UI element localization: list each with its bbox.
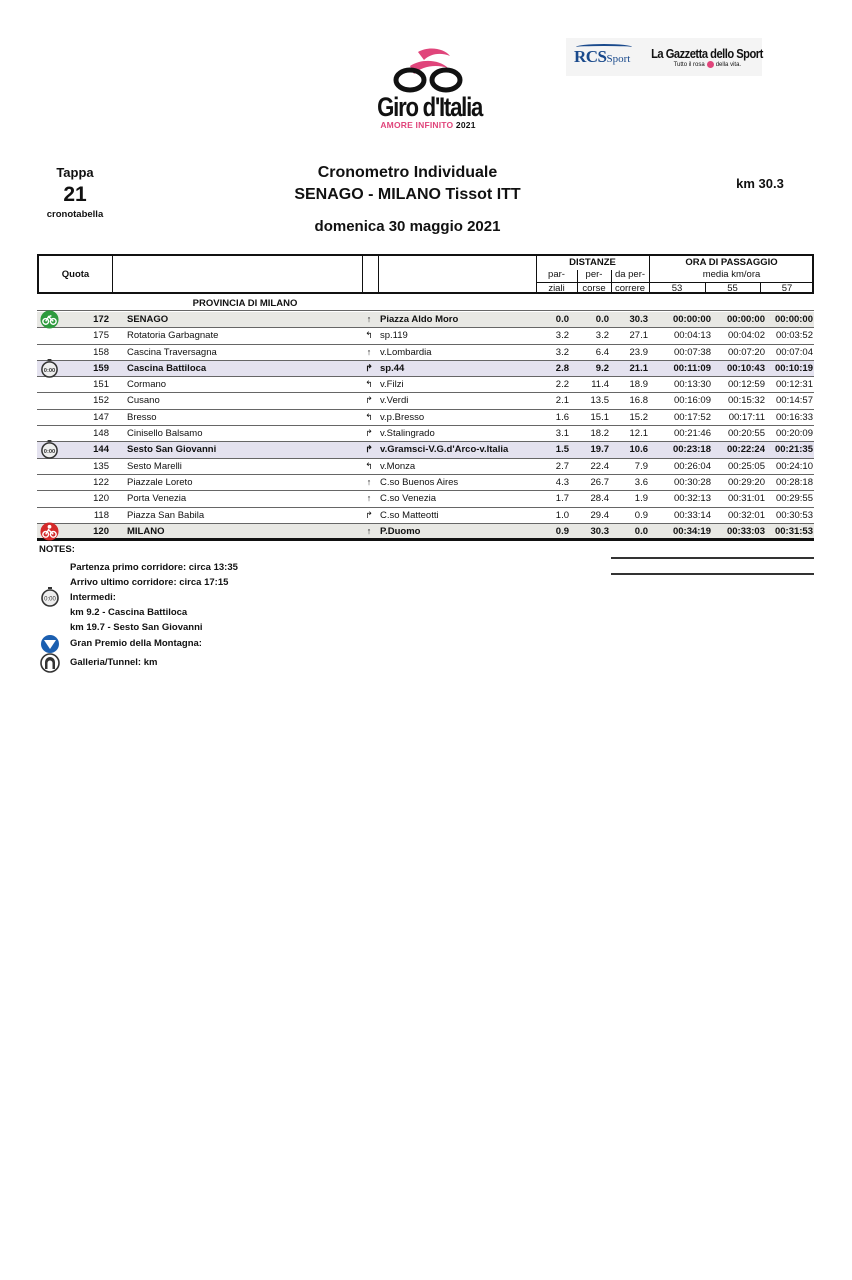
percorse-cell: 26.7 — [590, 476, 609, 488]
parziali-cell: 1.5 — [555, 444, 569, 456]
time-55-cell: 00:15:32 — [728, 395, 765, 407]
altitude-cell: 172 — [93, 314, 109, 325]
col-speed-53: 53 — [671, 283, 683, 294]
time-57-cell: 00:29:55 — [776, 493, 813, 505]
altitude-cell: 135 — [93, 460, 109, 472]
time-55-cell: 00:17:11 — [728, 411, 765, 423]
stopwatch-icon — [39, 587, 61, 607]
percorse-cell: 29.4 — [590, 509, 609, 521]
col-media: media km/ora — [702, 269, 761, 280]
location-cell: Cinisello Balsamo — [127, 428, 203, 440]
col-quota: Quota — [61, 269, 90, 280]
direction-arrow-icon: ↑ — [366, 476, 372, 487]
time-57-cell: 00:30:53 — [776, 509, 813, 521]
table-row — [37, 524, 814, 542]
time-55-cell: 00:20:55 — [728, 428, 765, 440]
cyclist-logo-icon — [388, 46, 468, 94]
table-row — [37, 508, 814, 524]
direction-arrow-icon: ↰ — [365, 379, 373, 390]
location-cell: Porta Venezia — [127, 493, 187, 505]
notes-title: NOTES: — [39, 544, 75, 555]
stage-date: domenica 30 maggio 2021 — [314, 218, 501, 235]
altitude-cell: 175 — [93, 330, 109, 342]
percorse-cell: 11.4 — [591, 379, 609, 391]
note-tunnel: Galleria/Tunnel: km — [70, 657, 158, 668]
altitude-cell: 159 — [93, 362, 109, 374]
stage-route-title: SENAGO - MILANO Tissot ITT — [294, 186, 521, 203]
parziali-cell: 3.2 — [555, 346, 569, 358]
direction-arrow-icon: ↱ — [365, 362, 373, 373]
parziali-cell: 3.2 — [555, 330, 569, 342]
svg-text:0:00: 0:00 — [44, 596, 56, 603]
giro-wordmark: Giro d'Italia — [377, 92, 483, 122]
percorse-cell: 3.2 — [595, 330, 609, 342]
time-57-cell: 00:21:35 — [774, 444, 813, 456]
altitude-cell: 122 — [93, 476, 109, 488]
parziali-cell: 2.8 — [555, 362, 569, 374]
percorse-cell: 28.4 — [590, 493, 609, 505]
time-57-cell: 00:31:53 — [774, 525, 813, 537]
col-percorse-top: per- — [585, 269, 603, 280]
location-cell: Cusano — [127, 395, 160, 407]
road-cell: sp.119 — [380, 330, 408, 342]
location-cell: Cascina Traversagna — [127, 346, 217, 358]
note-partenza: Partenza primo corridore: circa 13:35 — [70, 562, 238, 573]
direction-arrow-icon: ↱ — [365, 509, 373, 520]
time-57-cell: 00:12:31 — [776, 379, 813, 391]
da-percorrere-cell: 7.9 — [634, 460, 648, 472]
svg-text:0:00: 0:00 — [43, 449, 56, 456]
location-cell: Sesto San Giovanni — [127, 444, 217, 456]
da-percorrere-cell: 21.1 — [629, 362, 648, 374]
altitude-cell: 152 — [93, 395, 109, 407]
col-speed-55: 55 — [727, 283, 738, 294]
time-57-cell: 00:24:10 — [776, 460, 813, 472]
da-percorrere-cell: 3.6 — [634, 476, 648, 488]
direction-arrow-icon: ↰ — [365, 460, 373, 471]
time-53-cell: 00:07:38 — [674, 346, 711, 358]
time-53-cell: 00:21:46 — [674, 428, 711, 440]
stage-number: 21 — [63, 183, 87, 206]
road-cell: v.Lombardia — [380, 346, 432, 358]
location-cell: Piazza San Babila — [127, 509, 205, 521]
parziali-cell: 1.0 — [555, 509, 569, 521]
da-percorrere-cell: 23.9 — [629, 346, 648, 358]
road-cell: v.Monza — [380, 460, 416, 472]
da-percorrere-cell: 16.8 — [629, 395, 648, 407]
road-cell: v.Verdi — [380, 395, 409, 407]
percorse-cell: 6.4 — [595, 346, 609, 358]
direction-arrow-icon: ↰ — [365, 330, 373, 341]
percorse-cell: 9.2 — [595, 362, 609, 374]
table-row — [37, 361, 814, 377]
table-header — [37, 254, 814, 294]
time-53-cell: 00:04:13 — [674, 330, 711, 342]
parziali-cell: 1.6 — [555, 411, 569, 423]
road-cell: v.Gramsci-V.G.d'Arco-v.Italia — [380, 444, 509, 456]
road-cell: sp.44 — [380, 362, 405, 374]
table-row — [37, 312, 814, 328]
percorse-cell: 0.0 — [595, 314, 609, 325]
da-percorrere-cell: 1.9 — [634, 493, 648, 505]
rosa-ball-icon — [707, 61, 714, 68]
time-57-cell: 00:03:52 — [776, 330, 813, 342]
altitude-cell: 120 — [93, 493, 109, 505]
altitude-cell: 120 — [93, 525, 109, 537]
time-57-cell: 00:10:19 — [774, 362, 813, 374]
time-53-cell: 00:17:52 — [674, 411, 711, 423]
percorse-cell: 15.1 — [590, 411, 609, 423]
road-cell: Piazza Aldo Moro — [380, 314, 459, 325]
time-53-cell: 00:30:28 — [674, 476, 711, 488]
location-cell: Piazzale Loreto — [127, 476, 193, 488]
stage-type-title: Cronometro Individuale — [317, 164, 498, 181]
time-55-cell: 00:22:24 — [726, 444, 765, 456]
stage-label: Tappa — [56, 165, 94, 180]
parziali-cell: 4.3 — [555, 476, 569, 488]
time-57-cell: 00:07:04 — [776, 346, 813, 358]
time-55-cell: 00:33:03 — [726, 525, 765, 537]
time-53-cell: 00:00:00 — [672, 314, 711, 325]
location-cell: MILANO — [127, 525, 165, 537]
svg-text:0:00: 0:00 — [43, 367, 56, 374]
province-label: PROVINCIA DI MILANO — [192, 298, 298, 309]
time-53-cell: 00:11:09 — [673, 362, 711, 374]
col-parziali-bottom: ziali — [548, 283, 565, 294]
percorse-cell: 19.7 — [590, 444, 609, 456]
time-53-cell: 00:34:19 — [672, 525, 711, 537]
da-percorrere-cell: 30.3 — [629, 314, 648, 325]
percorse-cell: 13.5 — [590, 395, 609, 407]
col-speed-57: 57 — [781, 283, 793, 294]
start-bike-icon — [39, 310, 60, 329]
location-cell: Rotatoria Garbagnate — [127, 330, 219, 342]
note-intermedi-label: Intermedi: — [70, 592, 116, 603]
location-cell: SENAGO — [127, 314, 169, 325]
altitude-cell: 151 — [93, 379, 109, 391]
table-row — [37, 442, 814, 458]
direction-arrow-icon: ↑ — [366, 493, 372, 504]
time-57-cell: 00:16:33 — [776, 411, 813, 423]
time-57-cell: 00:28:18 — [776, 476, 813, 488]
altitude-cell: 118 — [93, 509, 109, 521]
parziali-cell: 3.1 — [555, 428, 569, 440]
time-53-cell: 00:26:04 — [674, 460, 711, 472]
time-57-cell: 00:00:00 — [774, 314, 813, 325]
time-53-cell: 00:32:13 — [674, 493, 711, 505]
time-57-cell: 00:20:09 — [776, 428, 813, 440]
altitude-cell: 144 — [93, 444, 109, 456]
time-55-cell: 00:07:20 — [728, 346, 765, 358]
col-da-percorrere-bottom: correre — [614, 283, 646, 294]
time-55-cell: 00:04:02 — [728, 330, 765, 342]
location-cell: Cascina Battiloca — [127, 362, 207, 374]
road-cell: C.so Venezia — [380, 493, 436, 505]
table-row — [37, 426, 814, 442]
sponsor-logos — [566, 38, 762, 76]
time-53-cell: 00:33:14 — [674, 509, 711, 521]
note-arrivo: Arrivo ultimo corridore: circa 17:15 — [70, 577, 229, 588]
col-ora-di-passaggio: ORA DI PASSAGGIO — [685, 257, 778, 268]
road-cell: P.Duomo — [380, 525, 421, 537]
note-gpm: Gran Premio della Montagna: — [70, 638, 202, 649]
da-percorrere-cell: 27.1 — [629, 330, 648, 342]
da-percorrere-cell: 18.9 — [629, 379, 648, 391]
table-row — [37, 328, 814, 344]
note-intermedio-1: km 9.2 - Cascina Battiloca — [70, 607, 188, 618]
altitude-cell: 148 — [93, 428, 109, 440]
da-percorrere-cell: 10.6 — [629, 444, 648, 456]
time-55-cell: 00:31:01 — [728, 493, 765, 505]
percorse-cell: 22.4 — [590, 460, 609, 472]
parziali-cell: 0.9 — [555, 525, 569, 537]
col-distanze: DISTANZE — [569, 257, 616, 268]
note-intermedio-2: km 19.7 - Sesto San Giovanni — [70, 622, 203, 633]
direction-arrow-icon: ↑ — [366, 314, 372, 324]
road-cell: v.p.Bresso — [380, 411, 425, 423]
altitude-cell: 147 — [93, 411, 109, 423]
time-55-cell: 00:29:20 — [728, 476, 765, 488]
signature-line-1 — [611, 557, 814, 559]
signature-line-2 — [611, 573, 814, 575]
parziali-cell: 2.7 — [555, 460, 569, 472]
da-percorrere-cell: 12.1 — [629, 428, 648, 440]
direction-arrow-icon: ↱ — [365, 428, 373, 439]
time-55-cell: 00:25:05 — [728, 460, 765, 472]
intermediate-stopwatch-icon — [39, 440, 60, 459]
col-da-percorrere-top: da per- — [614, 269, 646, 280]
location-cell: Sesto Marelli — [127, 460, 182, 472]
road-cell: v.Stalingrado — [380, 428, 435, 440]
stage-distance: km 30.3 — [736, 176, 784, 191]
direction-arrow-icon: ↑ — [366, 525, 372, 536]
gazzetta-logo: La Gazzetta dello Sport Tutto il rosa della vita. — [651, 46, 764, 68]
parziali-cell: 1.7 — [555, 493, 569, 505]
giro-tagline: AMORE INFINITO 2021 — [380, 120, 476, 130]
giro-ditalia-logo — [366, 46, 490, 146]
gpm-mountain-icon — [39, 634, 61, 654]
stage-subtitle: cronotabella — [46, 209, 104, 220]
percorse-cell: 30.3 — [590, 525, 609, 537]
rcs-sport-logo: RCSSport — [574, 47, 630, 67]
da-percorrere-cell: 0.0 — [634, 525, 648, 537]
time-53-cell: 00:23:18 — [672, 444, 711, 456]
altitude-cell: 158 — [93, 346, 109, 358]
finish-bike-icon — [39, 522, 60, 541]
road-cell: C.so Matteotti — [380, 509, 439, 521]
time-55-cell: 00:10:43 — [726, 362, 765, 374]
time-55-cell: 00:32:01 — [728, 509, 765, 521]
table-row — [37, 459, 814, 475]
direction-arrow-icon: ↱ — [365, 444, 373, 455]
location-cell: Cormano — [127, 379, 167, 391]
time-55-cell: 00:12:59 — [728, 379, 765, 391]
time-53-cell: 00:16:09 — [674, 395, 711, 407]
parziali-cell: 0.0 — [555, 314, 569, 325]
col-percorse-bottom: corse — [582, 283, 606, 294]
da-percorrere-cell: 0.9 — [634, 509, 648, 521]
direction-arrow-icon: ↱ — [365, 395, 373, 406]
road-cell: v.Filzi — [380, 379, 404, 391]
road-cell: C.so Buenos Aires — [380, 476, 459, 488]
intermediate-stopwatch-icon — [39, 359, 60, 378]
time-55-cell: 00:00:00 — [726, 314, 765, 325]
table-row — [37, 475, 814, 491]
parziali-cell: 2.2 — [555, 379, 569, 391]
table-row — [37, 410, 814, 426]
route-table — [37, 312, 814, 541]
table-row — [37, 393, 814, 409]
time-53-cell: 00:13:30 — [674, 379, 711, 391]
location-cell: Bresso — [127, 411, 157, 423]
direction-arrow-icon: ↑ — [366, 346, 372, 357]
tunnel-icon — [39, 653, 61, 673]
parziali-cell: 2.1 — [555, 395, 569, 407]
da-percorrere-cell: 15.2 — [629, 411, 648, 423]
table-row — [37, 377, 814, 393]
direction-arrow-icon: ↰ — [365, 411, 373, 422]
percorse-cell: 18.2 — [590, 428, 609, 440]
time-57-cell: 00:14:57 — [776, 395, 813, 407]
table-row — [37, 345, 814, 361]
table-row — [37, 491, 814, 507]
col-parziali-top: par- — [548, 269, 565, 280]
